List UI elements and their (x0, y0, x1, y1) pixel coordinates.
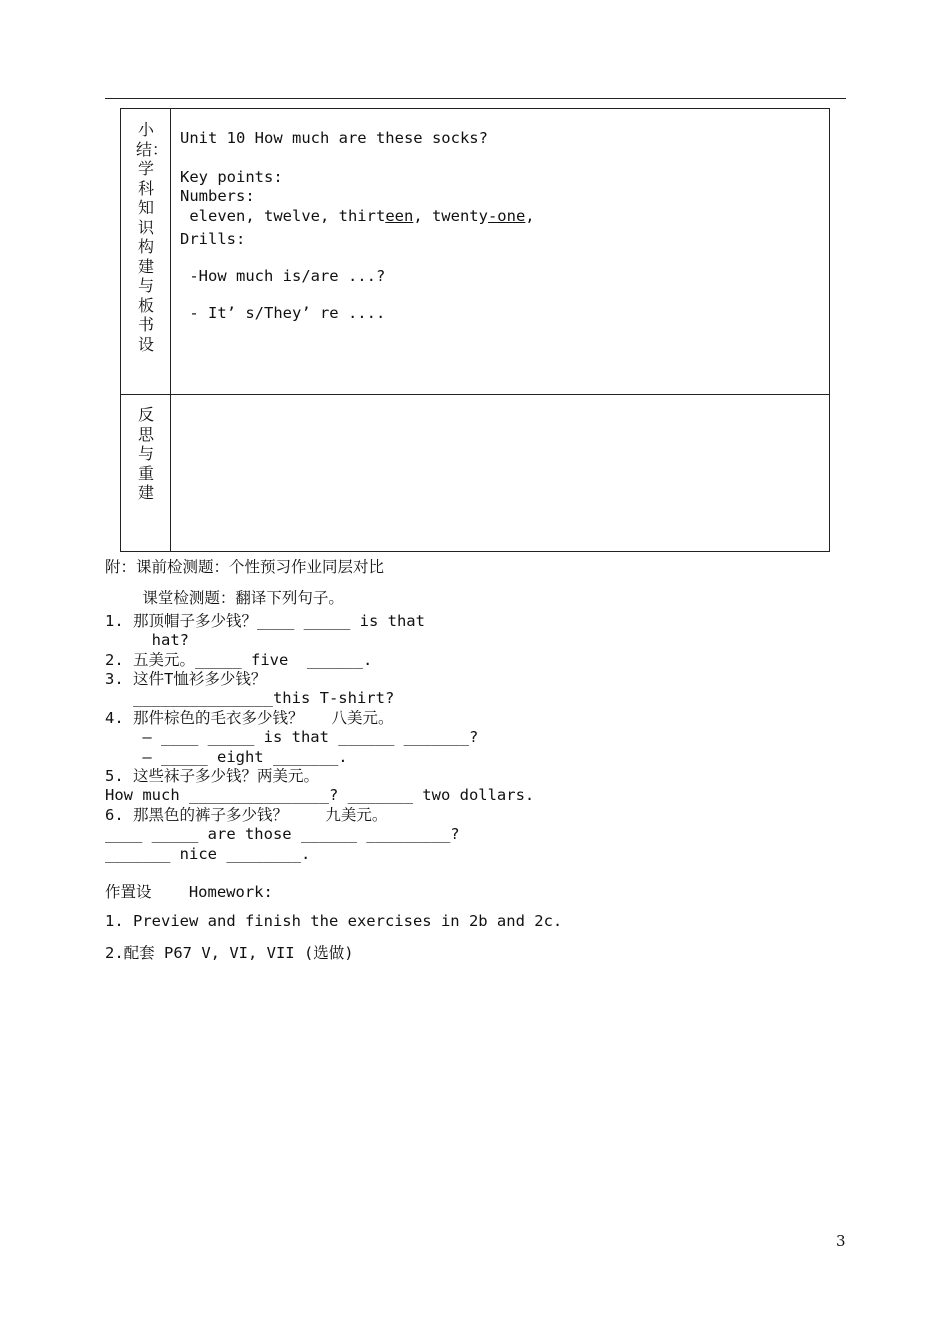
question-4c: — _____ eight _______. (105, 748, 348, 766)
drill-question: -How much is/are ...? (180, 267, 386, 285)
header-rule (105, 98, 846, 99)
unit-title: Unit 10 How much are these socks? (180, 129, 488, 147)
question-6c: _______ nice ________. (105, 845, 311, 863)
appendix-line-1: 附：课前检测题：个性预习作业同层对比 (105, 558, 385, 576)
homework-item-1: 1. Preview and finish the exercises in 2b and 2c. (105, 912, 563, 930)
homework-label: 作置设 Homework: (105, 883, 273, 901)
question-3a: 3. 这件T恤衫多少钱？ (105, 670, 267, 688)
question-2: 2. 五美元。_____ five ______. (105, 651, 373, 669)
question-5a: 5. 这些袜子多少钱？两美元。 (105, 767, 319, 785)
row1-label: 小结：学科知识构建与板书设 (136, 120, 169, 354)
appendix-line-2: 课堂检测题：翻译下列句子。 (105, 589, 344, 607)
key-points-label: Key points: (180, 168, 283, 186)
drills-label: Drills: (180, 230, 246, 248)
page-number: 3 (836, 1232, 846, 1250)
table-row-divider (120, 394, 830, 395)
question-4a: 4. 那件棕色的毛衣多少钱？ 八美元。 (105, 709, 394, 727)
table-column-divider (170, 108, 171, 552)
question-1b: hat? (105, 631, 189, 649)
question-3b: _______________this T-shirt? (105, 689, 395, 707)
numbers-list: eleven, twelve, thirteen, twenty-one, (180, 207, 535, 225)
question-5b: How much _______________? _______ two dollars. (105, 786, 535, 804)
numbers-label: Numbers: (180, 187, 255, 205)
question-6b: ____ _____ are those ______ _________? (105, 825, 460, 843)
homework-item-2: 2.配套 P67 V, VI, VII (选做) (105, 944, 354, 962)
drill-answer: - It’ s/They’ re .... (180, 304, 386, 322)
question-6a: 6. 那黑色的裤子多少钱？ 九美元。 (105, 806, 388, 824)
question-1a: 1. 那顶帽子多少钱？____ _____ is that (105, 612, 425, 630)
row2-label: 反思与重建 (137, 405, 154, 502)
question-4b: — ____ _____ is that ______ _______? (105, 728, 479, 746)
